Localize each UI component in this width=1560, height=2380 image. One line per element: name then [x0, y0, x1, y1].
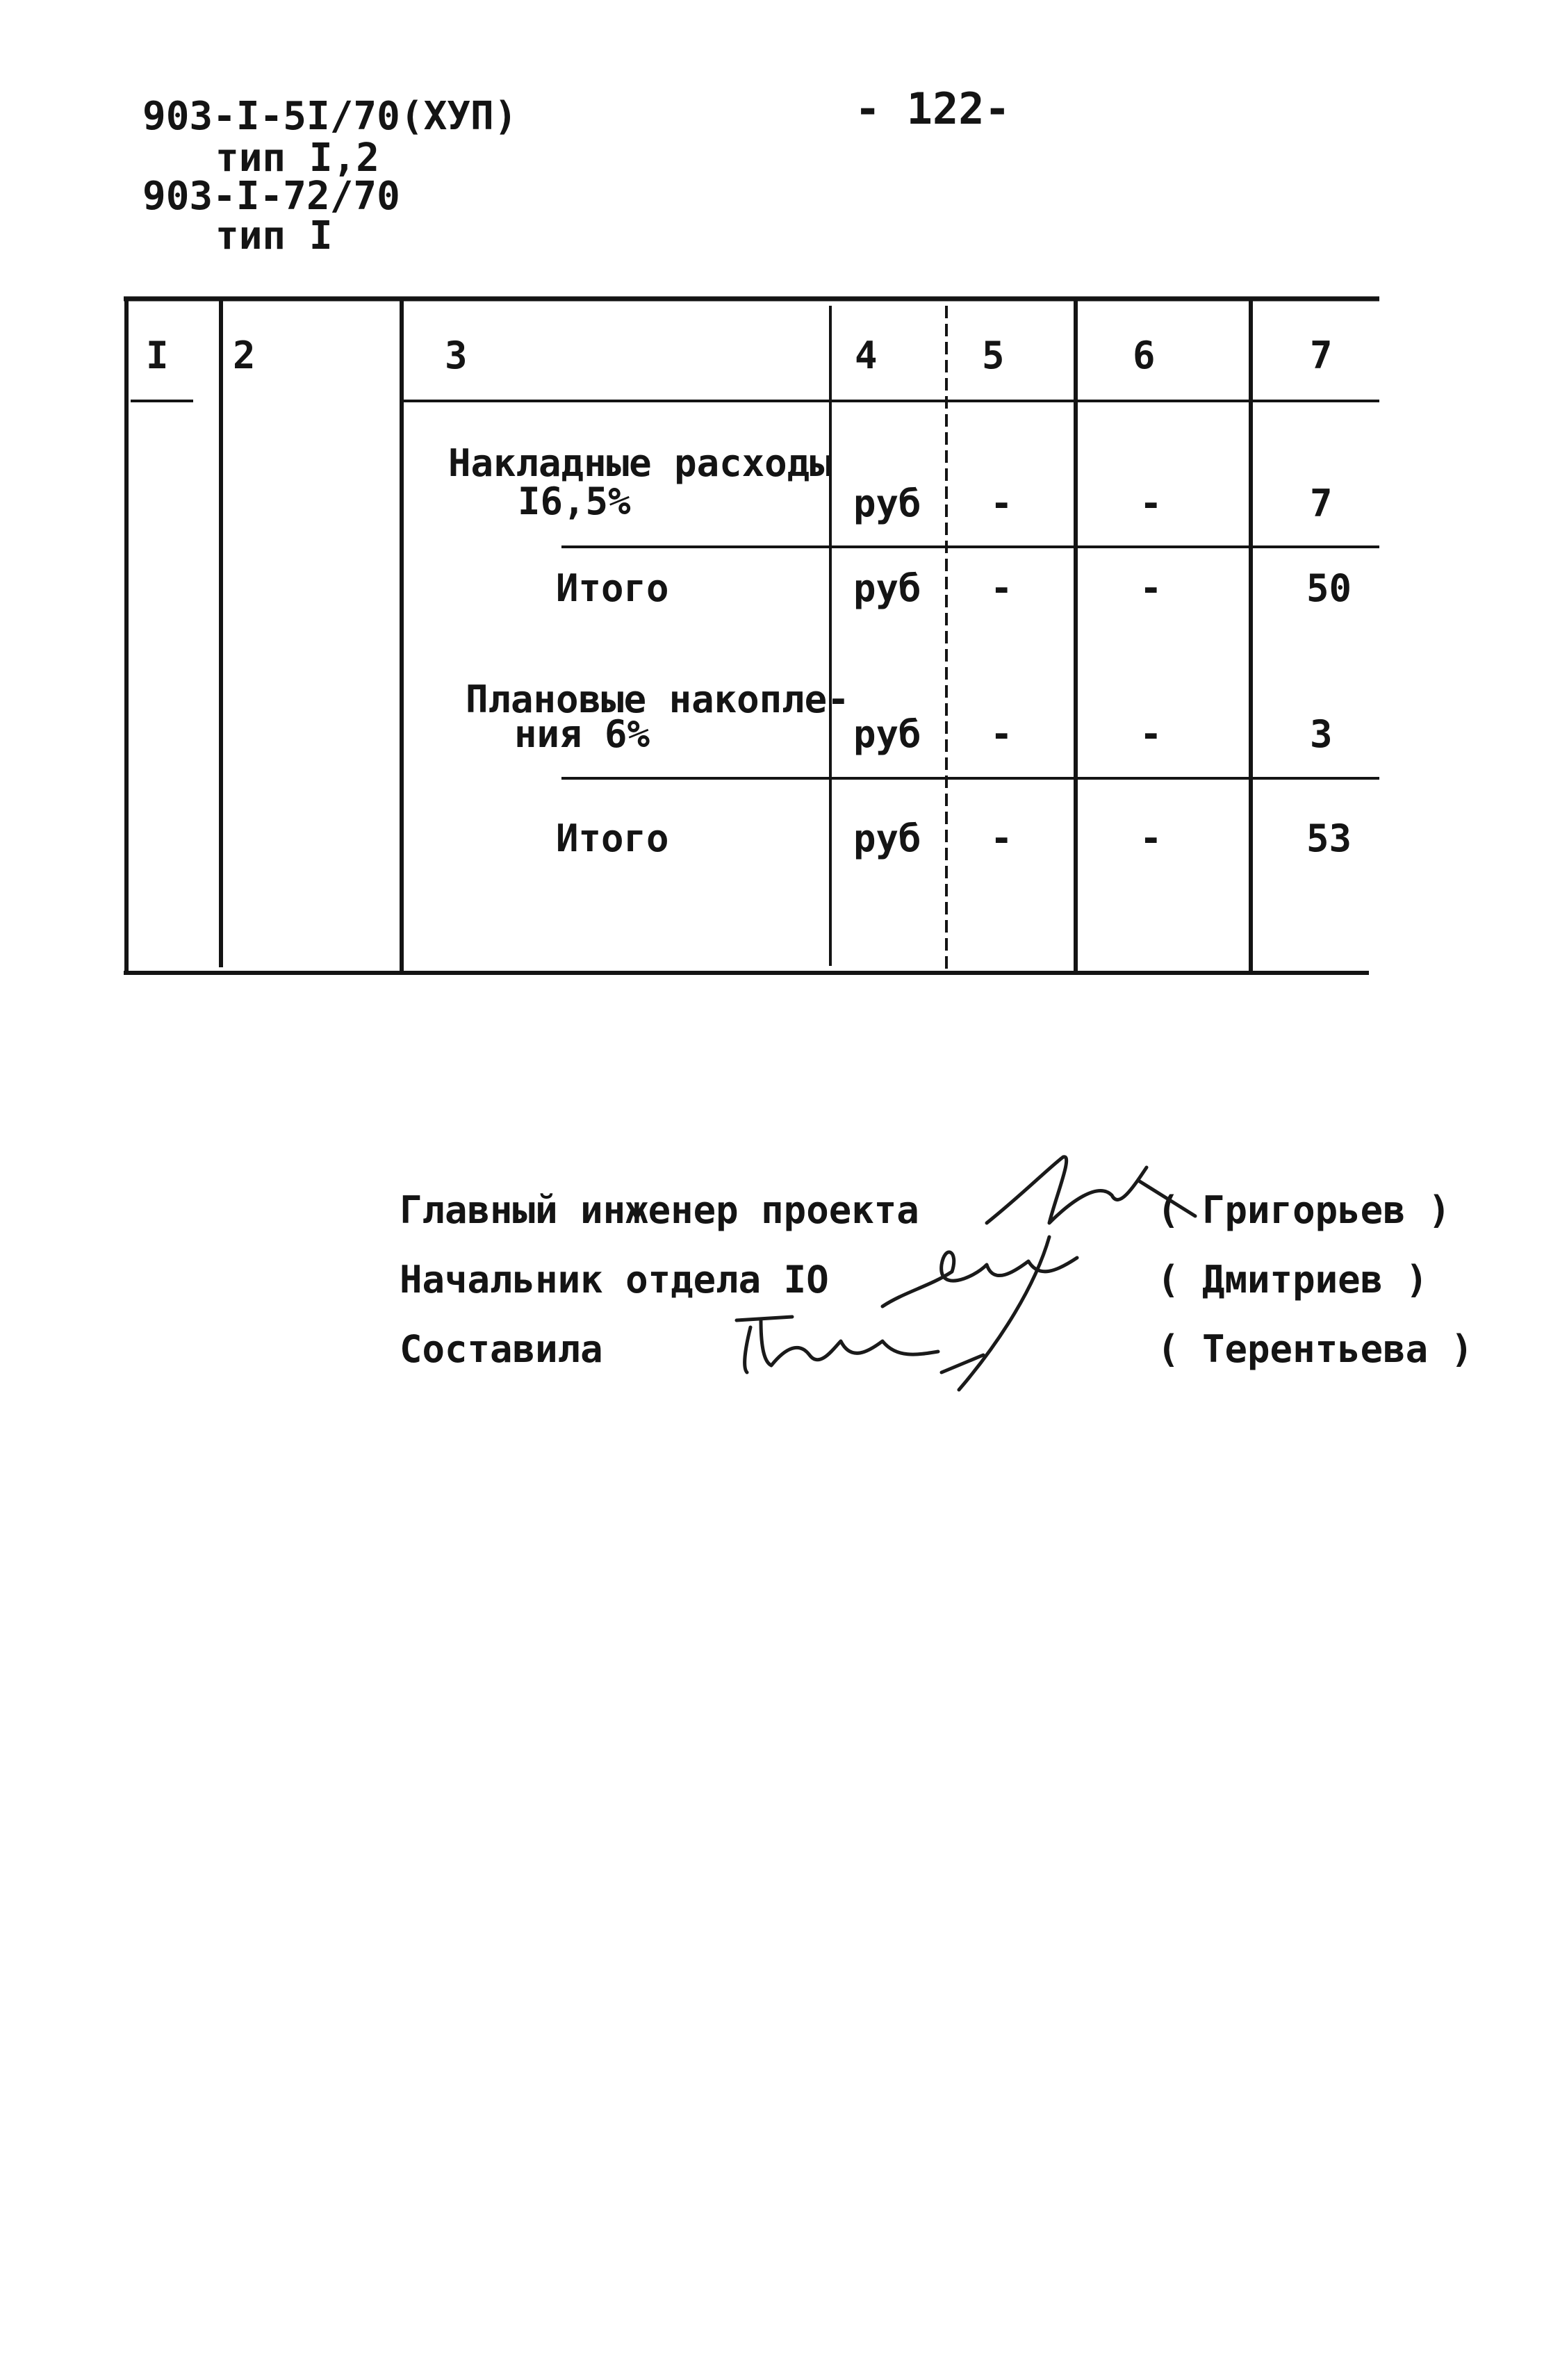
row1-col7: 7	[1310, 482, 1333, 525]
signature-department-head-stroke	[959, 1237, 1049, 1390]
signature-compiler-bar	[737, 1317, 792, 1320]
sign-position-department-head: Начальник отдела IO	[400, 1258, 829, 1302]
sign-name-department-head: ( Дмитриев )	[1157, 1258, 1429, 1302]
row3-unit: руб	[853, 712, 921, 756]
row3-name-line1: Плановые накопле-	[466, 678, 850, 721]
col-num-5: 5	[982, 334, 1005, 377]
signature-department-head	[882, 1252, 1077, 1306]
col-num-3: 3	[445, 334, 468, 377]
row3-col7: 3	[1310, 712, 1333, 756]
col-num-6: 6	[1133, 334, 1156, 377]
row3-col5: -	[990, 712, 1013, 756]
project-type-1: тип I,2	[215, 136, 380, 181]
row4-col6: -	[1140, 816, 1163, 860]
project-code-2: 903-I-72/70	[142, 174, 400, 219]
signature-compiler	[745, 1320, 938, 1372]
row2-col6: -	[1140, 566, 1163, 610]
col-num-7: 7	[1310, 334, 1333, 377]
row4-name: Итого	[556, 816, 669, 860]
row4-unit: руб	[853, 816, 921, 860]
col-num-4: 4	[855, 334, 878, 377]
row3-col6: -	[1140, 712, 1163, 756]
sign-position-chief-engineer: Главный инженер проекта	[400, 1188, 919, 1232]
row4-col7: 53	[1306, 816, 1352, 860]
sign-name-chief-engineer: ( Григорьев )	[1157, 1188, 1451, 1232]
row1-name-line1: Накладные расходы	[448, 441, 832, 485]
signature-chief-engineer-stroke	[1140, 1181, 1195, 1216]
page-number: - 122-	[855, 83, 1010, 134]
row2-unit: руб	[853, 566, 921, 610]
row2-col5: -	[990, 566, 1013, 610]
sign-name-compiler: ( Терентьева )	[1157, 1327, 1474, 1371]
col-num-1: I	[146, 334, 169, 377]
row3-name-line2: ния 6%	[514, 712, 650, 756]
row1-name-line2: I6,5%	[518, 479, 631, 523]
row4-col5: -	[990, 816, 1013, 860]
row1-col6: -	[1140, 482, 1163, 525]
col-num-2: 2	[233, 334, 256, 377]
project-code-1: 903-I-5I/70(ХУП)	[142, 94, 518, 139]
project-type-2: тип I	[215, 213, 333, 258]
row1-unit: руб	[853, 482, 921, 525]
sign-position-compiler: Составила	[400, 1327, 603, 1371]
row1-col5: -	[990, 482, 1013, 525]
row2-name: Итого	[556, 566, 669, 610]
signature-chief-engineer	[987, 1157, 1147, 1223]
row2-col7: 50	[1306, 566, 1352, 610]
